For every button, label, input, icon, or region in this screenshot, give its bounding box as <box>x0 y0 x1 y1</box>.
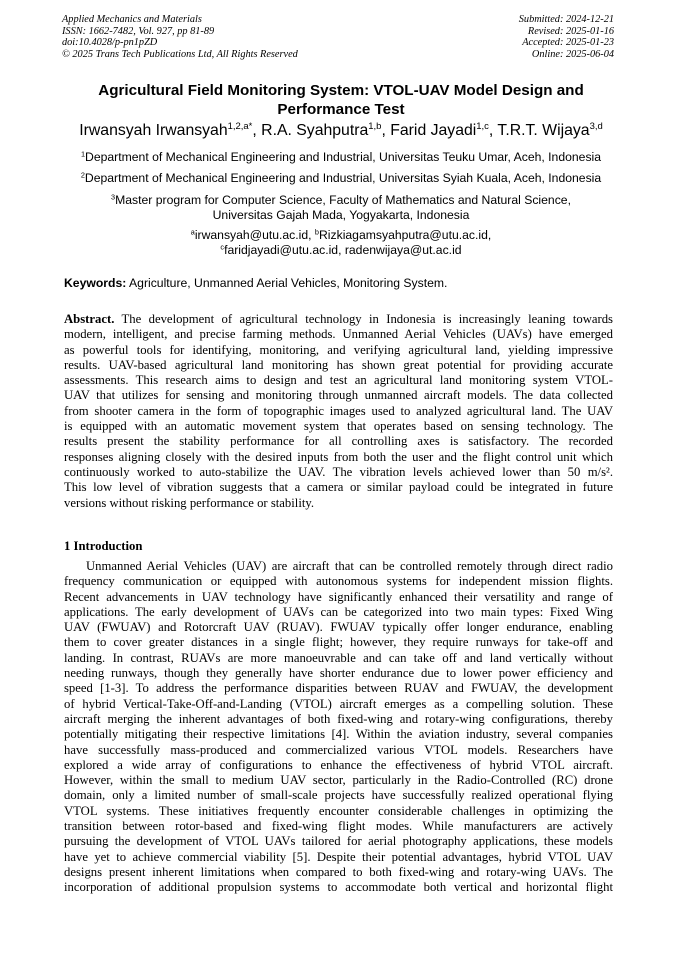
intro-line: applications. The early development of UAVs can be categorized into two main types: Fixed Wing <box>64 604 613 619</box>
intro-line: speed [1-3]. To address the performance disparities between RUAV and FWUAV, the development <box>64 681 613 696</box>
journal-copyright: © 2025 Trans Tech Publications Ltd, All Rights Reserved <box>62 48 298 60</box>
affiliation-3: $^3$Master program for Computer Science, Faculty of Mathematics and Natural Science, Universitas Gajah Mada, Yogyakarta, Indonesia <box>111 192 571 222</box>
author-affiliation-mark: 1,b <box>368 120 382 132</box>
intro-line: them to cover greater distances in a single flight; however, they require runways for take-off and <box>64 635 613 650</box>
abstract-line: versions without risking performance or stability. <box>64 495 315 510</box>
author-affiliation-mark: 3,d <box>589 120 603 132</box>
intro-line: frequency communication or equipped with autonomous systems for independent mission flights. <box>64 574 613 589</box>
intro-line: However, within the small to medium UAV sector, particularly in the Radio-Controlled (RC) drone <box>64 773 613 788</box>
abstract-label: Abstract. <box>64 312 115 326</box>
affiliation-1: $^1$Department of Mechanical Engineering and Industrial, Universitas Teuku Umar, Aceh, Indonesia <box>80 149 602 164</box>
intro-line: transition between rotor-based and fixed-wing flight modes. While manufacturers are actively <box>64 819 613 834</box>
date-online: Online: 2025-06-04 <box>531 48 614 60</box>
intro-line: landing. In contrast, RUAVs are more manoeuvrable and can take off and land vertically without <box>64 650 613 665</box>
email-link[interactable]: Rizkiagamsyahputra@utu.ac.id, <box>319 228 492 242</box>
paper-title <box>60 81 622 119</box>
intro-line: incorporation of additional propulsion systems to accommodate both vertical and horizontal flight <box>64 880 613 895</box>
intro-line: aircraft merging the inherent advantages of both fixed-wing and rotary-wing configurations, thereby <box>64 711 613 726</box>
author-name: Farid Jayadi <box>390 122 477 139</box>
abstract-line: from shooter camera in the form of topographic images used to analyzed agricultural land. The UAV <box>64 403 613 418</box>
author-name: R.A. Syahputra <box>261 122 369 139</box>
intro-line: of hybrid Vertical-Take-Off-and-Landing (VTOL) aircraft emerges as a compelling solution. These <box>64 696 613 711</box>
keywords <box>64 276 447 291</box>
abstract-line: results present the stability performance for all controlling axes is satisfactory. The recorded <box>64 434 613 449</box>
author-name: T.R.T. Wijaya <box>497 122 590 139</box>
intro-line: potentially mitigating their respective limitations [4]. Within the aviation industry, several companies <box>64 727 613 742</box>
title-line-2: Performance Test <box>277 101 405 118</box>
abstract-line: results. UAV-based agricultural land monitoring has shown great potential for providing accurate <box>64 357 613 372</box>
email-link[interactable]: irwansyah@utu.ac.id, <box>194 228 312 242</box>
date-submitted: Submitted: 2024-12-21 <box>518 14 614 25</box>
abstract-line: This low level of vibration suggests that a camera or similar payload could be integrated in future <box>64 480 613 495</box>
abstract <box>64 312 613 511</box>
author-list: Irwansyah Irwansyah$^{1,2,a*}$, R.A. Syahputra$^{1,b}$, Farid Jayadi$^{1,c}$, T.R.T. Wijaya$^{3,d}$ <box>79 120 603 139</box>
keywords-text: Agriculture, Unmanned Aerial Vehicles, Monitoring System. <box>129 276 448 290</box>
date-accepted: Accepted: 2025-01-23 <box>522 37 614 48</box>
author-affiliation-mark: 1,c <box>476 120 489 132</box>
journal-info <box>62 14 298 60</box>
abstract-line: as powerful tools for identifying, monitoring, and verifying agricultural land, yielding impressive <box>64 342 613 357</box>
journal-name: Applied Mechanics and Materials <box>62 14 202 25</box>
abstract-line: Abstract. The development of agricultural technology in Indonesia is increasingly leaning towards <box>64 312 613 326</box>
email-link[interactable]: faridjayadi@utu.ac.id, radenwijaya@ut.ac.id <box>224 243 462 257</box>
section-heading: 1 Introduction <box>64 539 143 553</box>
author-affiliation-mark: 1,2,a* <box>227 120 253 132</box>
abstract-line: modern, intelligent, and precise farming methods. Unmanned Aerial Vehicles (UAVs) have emerged <box>64 327 613 342</box>
date-revised: Revised: 2025-01-16 <box>527 25 614 37</box>
intro-line: explored a wide array of configurations to enhance the effectiveness of hybrid VTOL aircraft. <box>64 757 613 772</box>
author-emails: $^a$irwansyah@utu.ac.id, $^b$Rizkiagamsyahputra@utu.ac.id, $^c$faridjayadi@utu.ac.id, radenwijaya@ut.ac.id <box>190 227 492 257</box>
intro-line: have successfully mass-produced and commercialized various VTOL models. Researchers have <box>64 742 613 757</box>
intro-line: Recent advancements in UAV technology have significantly enhanced their versatility and range of <box>64 589 613 604</box>
abstract-line: responses aligning closely with the desired inputs from both the user and the flight control unit which <box>64 449 613 464</box>
abstract-line: assessments. This research aims to design and test an agricultural land monitoring system VTOL- <box>64 373 613 388</box>
journal-issn: ISSN: 1662-7482, Vol. 927, pp 81-89 <box>62 25 215 37</box>
intro-line: VTOL systems. These initiatives frequently encounter considerable challenges in optimizing the <box>64 803 613 818</box>
introduction-body <box>64 559 613 896</box>
title-line-1: Agricultural Field Monitoring System: VTOL-UAV Model Design and <box>98 82 584 99</box>
author-name: Irwansyah Irwansyah <box>79 122 228 139</box>
affiliation-2: $^2$Department of Mechanical Engineering and Industrial, Universitas Syiah Kuala, Aceh, Indonesia <box>80 170 602 185</box>
abstract-line: is equipped with an automatic movement system that operates based on sensing technology. The <box>64 419 613 434</box>
intro-line: needing runways, though they generally have shorter endurance due to lower power efficiency and <box>64 666 613 681</box>
intro-line: domain, only a limited number of small-scale projects have successfully realized operational flying <box>64 788 613 803</box>
intro-line: designs present inherent limitations when compared to both fixed-wing and rotary-wing UAVs. The <box>64 864 613 879</box>
intro-line: UAV (FWUAV) and Rotorcraft UAV (RUAV). FWUAV typically offer longer endurance, enabling <box>64 620 613 635</box>
abstract-line: continuously worked to auto-stabilize the UAV. The vibration levels achieved lower than 50 m/s². <box>64 464 613 479</box>
keywords-label: Keywords: <box>64 276 127 290</box>
intro-line: Unmanned Aerial Vehicles (UAV) are aircraft that can be controlled remotely through direct radio <box>86 559 613 573</box>
journal-doi: doi:10.4028/p-pn1pZD <box>62 37 158 48</box>
submission-dates <box>519 14 614 60</box>
abstract-line: UAV that utilizes for sensing and monitoring through unmanned aircraft models. The data collected <box>64 388 613 403</box>
intro-line: have yet to achieve commercial viability [5]. Despite their potential advantages, hybrid VTOL UAV <box>64 849 613 864</box>
intro-line: pursuing the development of VTOL UAVs tailored for aerial photography applications, these models <box>64 834 613 849</box>
